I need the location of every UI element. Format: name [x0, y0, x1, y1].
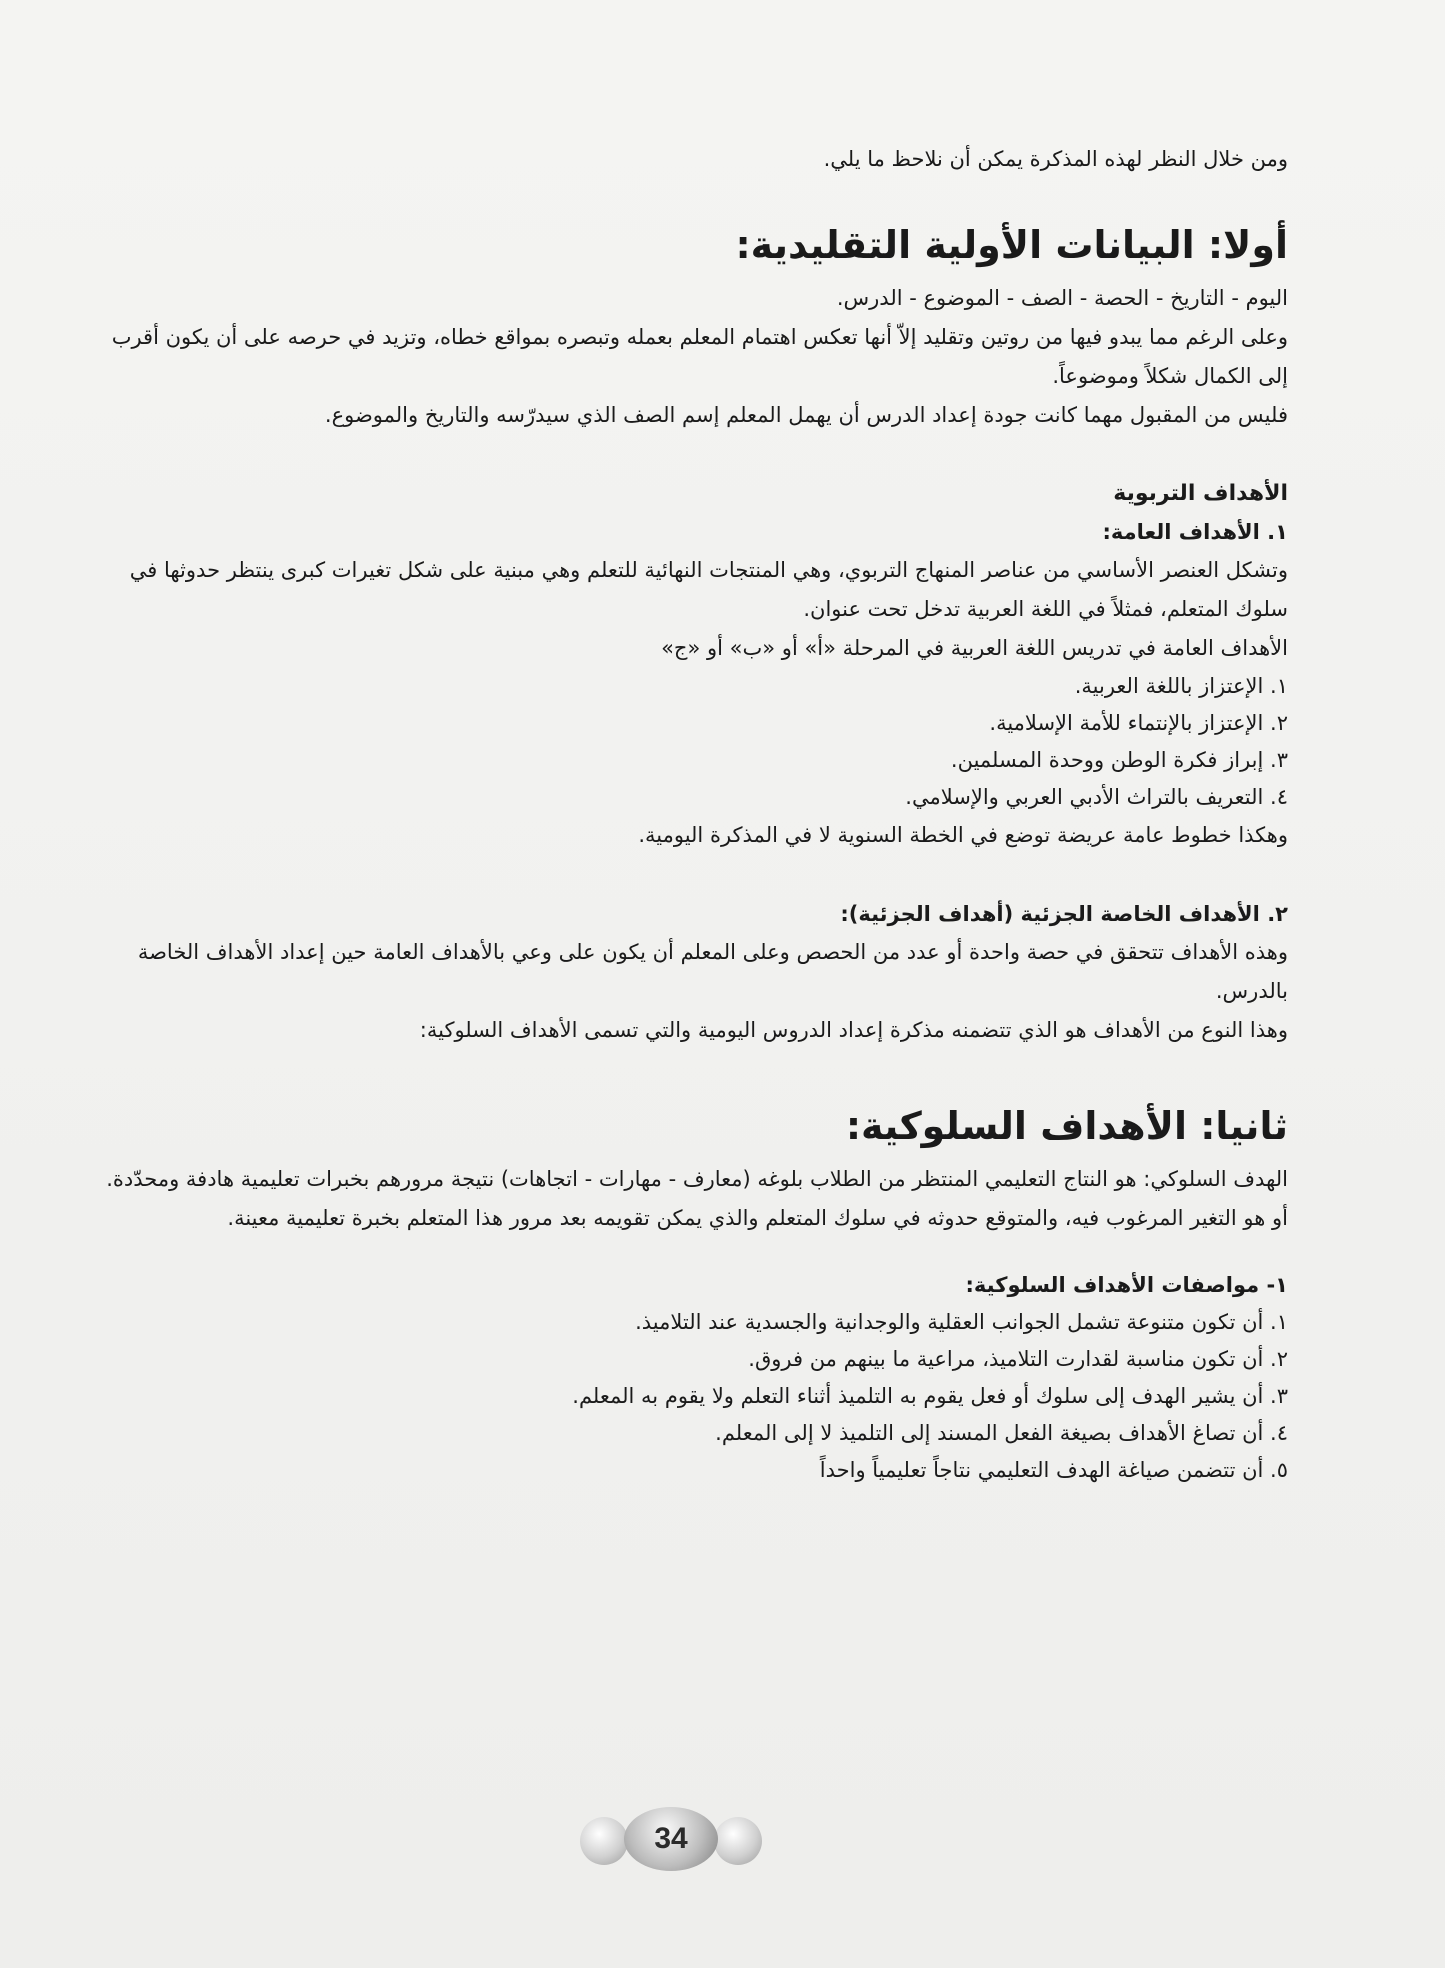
section1-paragraph-1: اليوم - التاريخ - الحصة - الصف - الموضوع - الدرس.: [836, 286, 1288, 310]
section2-paragraph-1: الهدف السلوكي: هو النتاج التعليمي المنتظر من الطلاب بلوغه (معارف - مهارات - اتجاهات) نتيجة مرورهم بخبرات تعليمية هادفة ومحدّدة.: [106, 1167, 1288, 1191]
list-item: ٣. إبراز فكرة الوطن ووحدة المسلمين.: [950, 748, 1288, 772]
section1-paragraph-2: وعلى الرغم مما يبدو فيها من روتين وتقليد إلاّ أنها تعكس اهتمام المعلم بعمله وتبصره بمواقع خطاه، وتزيد في حرصه على أن يكون أقرب إلى الكمال شكلاً وموضوعاً.: [111, 325, 1288, 388]
intro-text: ومن خلال النظر لهذه المذكرة يمكن أن نلاحظ ما يلي.: [823, 147, 1288, 171]
specific-goals-paragraph-2: وهذا النوع من الأهداف هو الذي تتضمنه مذكرة إعداد الدروس اليومية والتي تسمى الأهداف السلوكية:: [419, 1018, 1288, 1042]
list-item: ١. أن تكون متنوعة تشمل الجوانب العقلية والوجدانية والجسدية عند التلاميذ.: [635, 1310, 1288, 1334]
list-item: ٢. الإعتزاز بالإنتماء للأمة الإسلامية.: [989, 711, 1288, 735]
general-goals-list: [88, 668, 1288, 816]
section2-title: ثانيا: الأهداف السلوكية:: [845, 1104, 1288, 1148]
page-number-badge: [576, 1805, 766, 1873]
section1-paragraph-3: فليس من المقبول مهما كانت جودة إعداد الدرس أن يهمل المعلم إسم الصف الذي سيدرّسه والتاريخ والموضوع.: [324, 403, 1288, 427]
document-body: [88, 140, 1288, 1489]
specs-title: ١- مواصفات الأهداف السلوكية:: [965, 1273, 1288, 1297]
goals-title: الأهداف التربوية: [1113, 481, 1288, 506]
list-item: ٤. أن تصاغ الأهداف بصيغة الفعل المسند إلى التلميذ لا إلى المعلم.: [715, 1421, 1288, 1445]
list-item: ١. الإعتزاز باللغة العربية.: [1074, 674, 1288, 698]
general-goals-paragraph-1: وتشكل العنصر الأساسي من عناصر المنهاج التربوي، وهي المنتجات النهائية للتعلم وهي مبنية على شكل تغيرات كبرى ينتظر حدوثها في سلوك المتعلم، فمثلاً في اللغة العربية تدخل تحت عنوان.: [129, 558, 1288, 621]
general-goals-paragraph-3: وهكذا خطوط عامة عريضة توضع في الخطة السنوية لا في المذكرة اليومية.: [638, 823, 1288, 847]
specs-list: [88, 1304, 1288, 1489]
general-goals-title: ١. الأهداف العامة:: [1102, 520, 1288, 544]
section2-paragraph-2: أو هو التغير المرغوب فيه، والمتوقع حدوثه في سلوك المتعلم والذي يمكن تقويمه بعد مرور هذا المتعلم بخبرة تعليمية معينة.: [227, 1206, 1288, 1230]
list-item: ٢. أن تكون مناسبة لقدارت التلاميذ، مراعية ما بينهم من فروق.: [748, 1347, 1288, 1371]
page-number: 34: [624, 1807, 718, 1871]
list-item: ٤. التعريف بالتراث الأدبي العربي والإسلامي.: [905, 785, 1288, 809]
general-goals-paragraph-2: الأهداف العامة في تدريس اللغة العربية في المرحلة «أ» أو «ب» أو «ج»: [661, 636, 1288, 660]
decorative-sphere-icon: [714, 1817, 762, 1865]
specific-goals-title: ٢. الأهداف الخاصة الجزئية (أهداف الجزئية):: [840, 902, 1288, 926]
decorative-sphere-icon: [580, 1817, 628, 1865]
list-item: ٥. أن تتضمن صياغة الهدف التعليمي نتاجاً تعليمياً واحداً: [819, 1458, 1288, 1482]
section1-title: أولا: البيانات الأولية التقليدية:: [735, 223, 1288, 267]
specific-goals-paragraph-1: وهذه الأهداف تتحقق في حصة واحدة أو عدد من الحصص وعلى المعلم أن يكون على وعي بالأهداف العامة حين إعداد الأهداف الخاصة بالدرس.: [137, 940, 1288, 1003]
list-item: ٣. أن يشير الهدف إلى سلوك أو فعل يقوم به التلميذ أثناء التعلم ولا يقوم به المعلم.: [572, 1384, 1288, 1408]
